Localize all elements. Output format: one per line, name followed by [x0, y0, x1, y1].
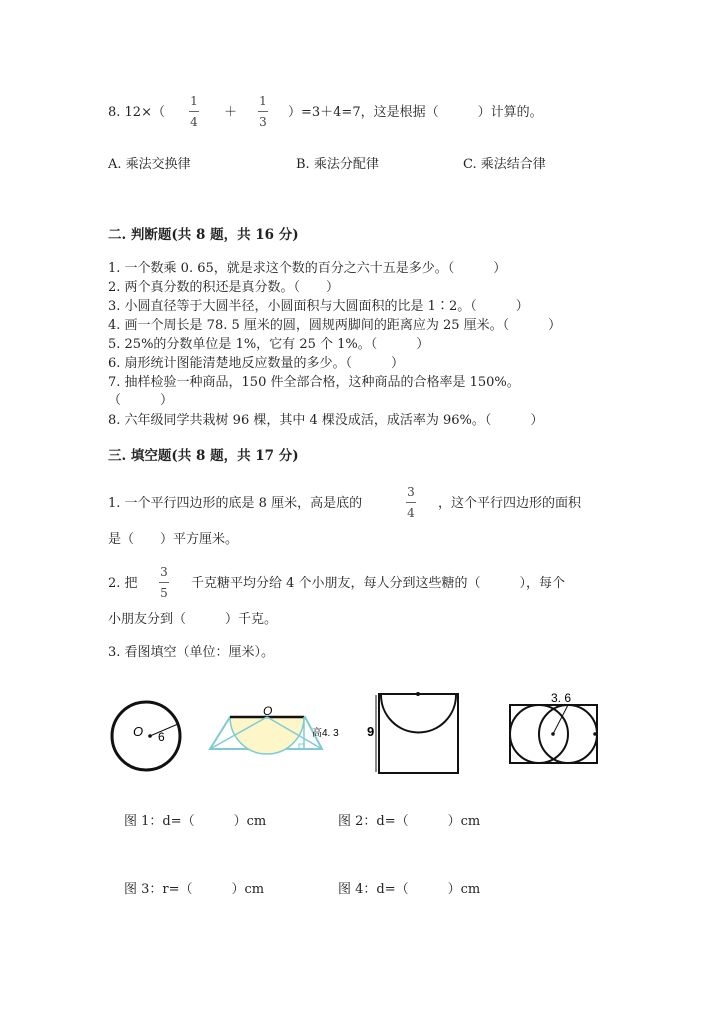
figures [100, 686, 620, 786]
figure-2-trapezoid [210, 704, 339, 754]
q8-fraction-2 [258, 95, 268, 128]
figure-1-radius-label: 6 [158, 730, 165, 744]
q8-prefix: 8. 12×（ [108, 105, 165, 120]
figure-1-answer: 图 1：d=（ ）cm [124, 814, 267, 829]
judge-item-7: 7. 抽样检验一种商品，150 件全部合格，这种商品的合格率是 150%。 [108, 375, 520, 390]
fill-q2-numerator: 3 [160, 565, 168, 579]
section3-title: 三. 填空题(共 8 题，共 17 分) [108, 448, 299, 464]
q8-fraction-1 [189, 95, 199, 128]
figure-3-side-label: 9 [367, 724, 375, 739]
q8-option-b: B. 乘法分配律 [296, 157, 379, 172]
q8-frac2-numerator: 1 [259, 94, 267, 108]
fill-q1-before: 1. 一个平行四边形的底是 8 厘米，高是底的 [108, 496, 363, 511]
section2-title: 二. 判断题(共 8 题，共 16 分) [108, 227, 299, 243]
q8-option-a: A. 乘法交换律 [108, 157, 191, 172]
judge-item-7-answer: （ ） [108, 393, 174, 408]
fill-q1-denominator: 4 [407, 506, 415, 520]
judge-item-2: 2. 两个真分数的积还是真分数。（ ） [108, 280, 340, 295]
judge-item-3: 3. 小圆直径等于大圆半径，小圆面积与大圆面积的比是 1∶2。（ ） [108, 299, 529, 314]
fill-q1-numerator: 3 [407, 485, 415, 499]
fill-q2-denominator: 5 [160, 586, 168, 600]
figure-2-center-label: O [263, 704, 273, 718]
q8-option-c: C. 乘法结合律 [463, 157, 546, 172]
fill-q2-after: 千克糖平均分给 4 个小朋友，每人分到这些糖的（ ），每个 [191, 576, 566, 591]
figure-4-answer: 图 4：d=（ ）cm [338, 882, 481, 897]
fill-q3-text: 3. 看图填空（单位：厘米）。 [108, 645, 275, 660]
judge-item-6: 6. 扇形统计图能清楚地反应数量的多少。（ ） [108, 356, 405, 371]
fill-q2-before: 2. 把 [108, 576, 138, 591]
q8-frac1-denominator: 4 [190, 115, 198, 129]
judge-item-8: 8. 六年级同学共栽树 96 棵，其中 4 棵没成活，成活率为 96%。（ ） [108, 413, 544, 428]
q8-frac1-numerator: 1 [190, 94, 198, 108]
q8-suffix: ）=3＋4=7，这是根据（ ）计算的。 [288, 105, 543, 120]
figure-3-square [367, 692, 458, 773]
fill-q2-fraction [159, 566, 169, 599]
figure-4-rectangle [510, 691, 597, 763]
figure-3-answer: 图 3：r=（ ）cm [124, 882, 265, 897]
figure-4-top-label: 3. 6 [551, 691, 572, 705]
judge-item-1: 1. 一个数乘 0. 65，就是求这个数的百分之六十五是多少。（ ） [108, 261, 507, 276]
judge-item-4: 4. 画一个周长是 78. 5 厘米的圆，圆规两脚间的距离应为 25 厘米。（ ） [108, 318, 562, 333]
q8-plus: ＋ [224, 105, 238, 120]
figure-1-center-label: O [133, 724, 144, 739]
fill-q2-line2: 小朋友分到（ ）千克。 [108, 612, 278, 627]
fill-q1-line2: 是（ ）平方厘米。 [108, 532, 239, 547]
judge-item-5: 5. 25%的分数单位是 1%，它有 25 个 1%。（ ） [108, 337, 430, 352]
figure-2-height-label: 高4. 3 [312, 728, 339, 739]
fill-q1-fraction [406, 486, 416, 519]
fill-q1-after: ，这个平行四边形的面积 [438, 496, 582, 511]
figure-2-answer: 图 2：d=（ ）cm [338, 814, 481, 829]
q8-frac2-denominator: 3 [259, 115, 267, 129]
figure-1-circle [112, 702, 180, 770]
